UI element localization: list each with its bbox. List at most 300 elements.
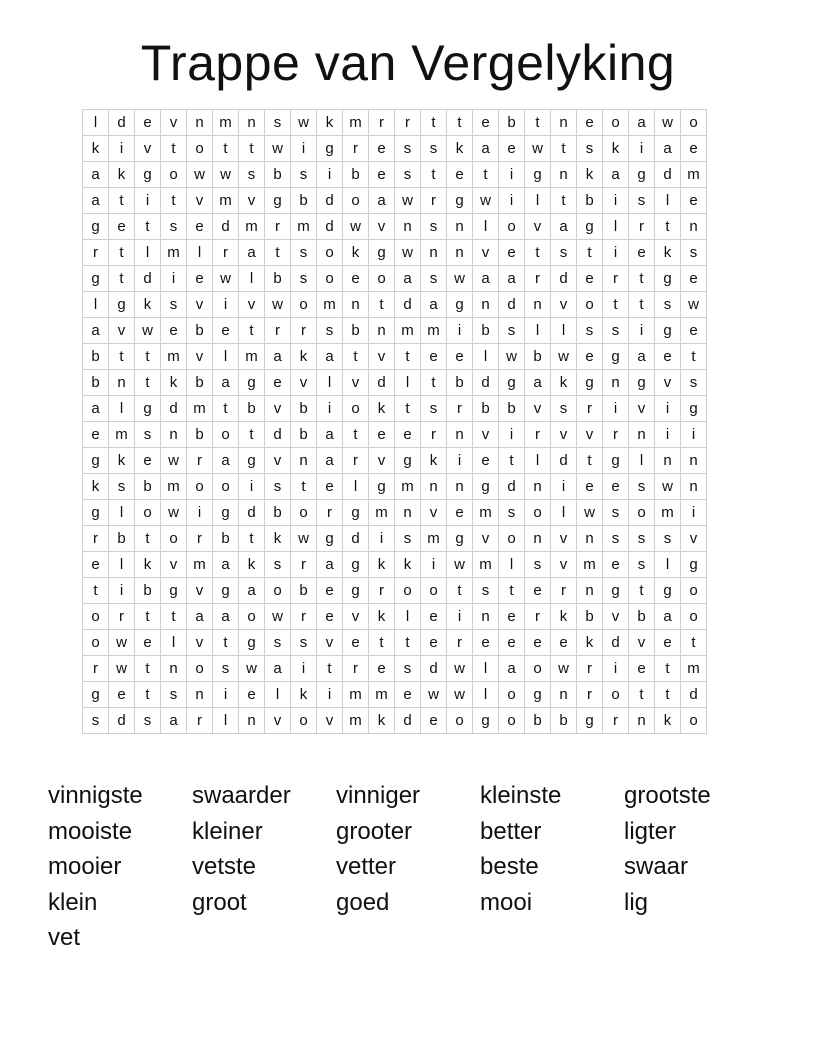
- grid-cell[interactable]: s: [317, 318, 343, 344]
- grid-cell[interactable]: w: [161, 500, 187, 526]
- grid-cell[interactable]: g: [603, 344, 629, 370]
- grid-cell[interactable]: e: [473, 110, 499, 136]
- grid-cell[interactable]: a: [473, 136, 499, 162]
- grid-cell[interactable]: a: [83, 396, 109, 422]
- grid-cell[interactable]: i: [447, 318, 473, 344]
- grid-cell[interactable]: w: [551, 656, 577, 682]
- grid-cell[interactable]: v: [551, 552, 577, 578]
- grid-cell[interactable]: r: [525, 422, 551, 448]
- grid-cell[interactable]: n: [603, 370, 629, 396]
- grid-cell[interactable]: m: [369, 682, 395, 708]
- grid-cell[interactable]: e: [343, 266, 369, 292]
- grid-cell[interactable]: i: [681, 500, 707, 526]
- grid-cell[interactable]: i: [317, 682, 343, 708]
- grid-cell[interactable]: g: [369, 474, 395, 500]
- grid-cell[interactable]: i: [603, 396, 629, 422]
- grid-cell[interactable]: b: [291, 578, 317, 604]
- grid-cell[interactable]: o: [291, 708, 317, 734]
- grid-cell[interactable]: v: [421, 500, 447, 526]
- grid-cell[interactable]: o: [161, 526, 187, 552]
- grid-cell[interactable]: l: [473, 682, 499, 708]
- grid-cell[interactable]: e: [161, 318, 187, 344]
- grid-cell[interactable]: b: [525, 708, 551, 734]
- grid-cell[interactable]: l: [213, 708, 239, 734]
- grid-cell[interactable]: t: [681, 344, 707, 370]
- grid-cell[interactable]: k: [577, 162, 603, 188]
- grid-cell[interactable]: e: [83, 422, 109, 448]
- grid-cell[interactable]: n: [473, 292, 499, 318]
- grid-cell[interactable]: a: [213, 370, 239, 396]
- grid-cell[interactable]: w: [343, 214, 369, 240]
- grid-cell[interactable]: w: [265, 136, 291, 162]
- grid-cell[interactable]: i: [629, 318, 655, 344]
- grid-cell[interactable]: g: [525, 682, 551, 708]
- grid-cell[interactable]: o: [525, 500, 551, 526]
- grid-cell[interactable]: t: [135, 344, 161, 370]
- grid-cell[interactable]: r: [525, 604, 551, 630]
- grid-cell[interactable]: e: [239, 682, 265, 708]
- grid-cell[interactable]: r: [291, 318, 317, 344]
- grid-cell[interactable]: b: [291, 422, 317, 448]
- grid-cell[interactable]: w: [681, 292, 707, 318]
- grid-cell[interactable]: a: [655, 136, 681, 162]
- grid-cell[interactable]: n: [109, 370, 135, 396]
- grid-cell[interactable]: n: [681, 448, 707, 474]
- grid-cell[interactable]: g: [447, 188, 473, 214]
- grid-cell[interactable]: v: [187, 578, 213, 604]
- grid-cell[interactable]: v: [265, 396, 291, 422]
- grid-cell[interactable]: l: [239, 266, 265, 292]
- grid-cell[interactable]: e: [681, 188, 707, 214]
- grid-cell[interactable]: m: [343, 682, 369, 708]
- grid-cell[interactable]: i: [629, 136, 655, 162]
- grid-cell[interactable]: t: [655, 656, 681, 682]
- grid-cell[interactable]: n: [681, 214, 707, 240]
- grid-cell[interactable]: o: [83, 604, 109, 630]
- grid-cell[interactable]: b: [525, 344, 551, 370]
- grid-cell[interactable]: e: [447, 500, 473, 526]
- grid-cell[interactable]: a: [317, 422, 343, 448]
- grid-cell[interactable]: r: [447, 630, 473, 656]
- grid-cell[interactable]: o: [317, 266, 343, 292]
- grid-cell[interactable]: v: [629, 396, 655, 422]
- grid-cell[interactable]: k: [603, 136, 629, 162]
- grid-cell[interactable]: t: [291, 474, 317, 500]
- grid-cell[interactable]: k: [577, 630, 603, 656]
- grid-cell[interactable]: b: [135, 474, 161, 500]
- grid-cell[interactable]: d: [109, 110, 135, 136]
- grid-cell[interactable]: n: [447, 240, 473, 266]
- grid-cell[interactable]: o: [525, 656, 551, 682]
- grid-cell[interactable]: l: [525, 318, 551, 344]
- grid-cell[interactable]: r: [109, 604, 135, 630]
- grid-cell[interactable]: b: [499, 396, 525, 422]
- grid-cell[interactable]: a: [187, 604, 213, 630]
- grid-cell[interactable]: i: [499, 188, 525, 214]
- grid-cell[interactable]: e: [317, 474, 343, 500]
- grid-cell[interactable]: r: [83, 240, 109, 266]
- grid-cell[interactable]: b: [187, 370, 213, 396]
- grid-cell[interactable]: l: [525, 448, 551, 474]
- grid-cell[interactable]: t: [135, 370, 161, 396]
- grid-cell[interactable]: e: [187, 266, 213, 292]
- grid-cell[interactable]: g: [629, 370, 655, 396]
- grid-cell[interactable]: r: [603, 708, 629, 734]
- grid-cell[interactable]: k: [291, 344, 317, 370]
- grid-cell[interactable]: k: [135, 292, 161, 318]
- grid-cell[interactable]: s: [551, 396, 577, 422]
- grid-cell[interactable]: n: [577, 526, 603, 552]
- grid-cell[interactable]: w: [135, 318, 161, 344]
- grid-cell[interactable]: n: [239, 110, 265, 136]
- grid-cell[interactable]: s: [499, 500, 525, 526]
- grid-cell[interactable]: m: [395, 474, 421, 500]
- grid-cell[interactable]: e: [109, 682, 135, 708]
- grid-cell[interactable]: g: [473, 708, 499, 734]
- grid-cell[interactable]: v: [629, 630, 655, 656]
- grid-cell[interactable]: m: [577, 552, 603, 578]
- grid-cell[interactable]: a: [629, 344, 655, 370]
- grid-cell[interactable]: d: [421, 656, 447, 682]
- grid-cell[interactable]: s: [473, 578, 499, 604]
- grid-cell[interactable]: r: [629, 214, 655, 240]
- grid-cell[interactable]: a: [83, 188, 109, 214]
- grid-cell[interactable]: a: [369, 188, 395, 214]
- grid-cell[interactable]: r: [395, 110, 421, 136]
- grid-cell[interactable]: t: [369, 292, 395, 318]
- grid-cell[interactable]: t: [109, 240, 135, 266]
- grid-cell[interactable]: m: [239, 214, 265, 240]
- grid-cell[interactable]: g: [135, 396, 161, 422]
- grid-cell[interactable]: d: [473, 370, 499, 396]
- grid-cell[interactable]: s: [629, 188, 655, 214]
- grid-cell[interactable]: e: [343, 630, 369, 656]
- grid-cell[interactable]: g: [655, 578, 681, 604]
- grid-cell[interactable]: k: [109, 162, 135, 188]
- grid-cell[interactable]: e: [681, 318, 707, 344]
- grid-cell[interactable]: s: [629, 552, 655, 578]
- grid-cell[interactable]: w: [525, 136, 551, 162]
- grid-cell[interactable]: r: [577, 396, 603, 422]
- grid-cell[interactable]: r: [187, 708, 213, 734]
- grid-cell[interactable]: r: [343, 448, 369, 474]
- grid-cell[interactable]: d: [161, 396, 187, 422]
- grid-cell[interactable]: e: [317, 578, 343, 604]
- grid-cell[interactable]: k: [421, 448, 447, 474]
- grid-cell[interactable]: t: [395, 630, 421, 656]
- grid-cell[interactable]: t: [135, 682, 161, 708]
- grid-cell[interactable]: t: [135, 656, 161, 682]
- grid-cell[interactable]: t: [239, 136, 265, 162]
- grid-cell[interactable]: w: [395, 188, 421, 214]
- grid-cell[interactable]: v: [551, 292, 577, 318]
- grid-cell[interactable]: b: [109, 526, 135, 552]
- grid-cell[interactable]: k: [447, 136, 473, 162]
- grid-cell[interactable]: s: [421, 266, 447, 292]
- grid-cell[interactable]: r: [265, 318, 291, 344]
- grid-cell[interactable]: g: [343, 500, 369, 526]
- grid-cell[interactable]: i: [499, 422, 525, 448]
- grid-cell[interactable]: s: [577, 136, 603, 162]
- grid-cell[interactable]: s: [395, 136, 421, 162]
- grid-cell[interactable]: w: [291, 526, 317, 552]
- grid-cell[interactable]: e: [681, 266, 707, 292]
- grid-cell[interactable]: r: [187, 448, 213, 474]
- grid-cell[interactable]: l: [395, 370, 421, 396]
- grid-cell[interactable]: t: [395, 344, 421, 370]
- grid-cell[interactable]: t: [447, 578, 473, 604]
- grid-cell[interactable]: b: [551, 708, 577, 734]
- grid-cell[interactable]: s: [395, 656, 421, 682]
- grid-cell[interactable]: k: [655, 708, 681, 734]
- grid-cell[interactable]: e: [395, 422, 421, 448]
- grid-cell[interactable]: v: [603, 604, 629, 630]
- grid-cell[interactable]: s: [161, 214, 187, 240]
- grid-cell[interactable]: e: [577, 344, 603, 370]
- grid-cell[interactable]: r: [343, 656, 369, 682]
- grid-cell[interactable]: l: [629, 448, 655, 474]
- grid-cell[interactable]: g: [83, 214, 109, 240]
- grid-cell[interactable]: w: [265, 292, 291, 318]
- grid-cell[interactable]: a: [317, 344, 343, 370]
- grid-cell[interactable]: a: [473, 266, 499, 292]
- grid-cell[interactable]: n: [395, 500, 421, 526]
- grid-cell[interactable]: w: [655, 110, 681, 136]
- grid-cell[interactable]: d: [681, 682, 707, 708]
- grid-cell[interactable]: l: [395, 604, 421, 630]
- grid-cell[interactable]: o: [421, 578, 447, 604]
- grid-cell[interactable]: v: [525, 396, 551, 422]
- grid-cell[interactable]: d: [213, 214, 239, 240]
- grid-cell[interactable]: o: [681, 708, 707, 734]
- grid-cell[interactable]: m: [161, 240, 187, 266]
- grid-cell[interactable]: w: [187, 162, 213, 188]
- grid-cell[interactable]: e: [395, 682, 421, 708]
- grid-cell[interactable]: m: [343, 708, 369, 734]
- grid-cell[interactable]: e: [135, 448, 161, 474]
- grid-cell[interactable]: m: [421, 318, 447, 344]
- grid-cell[interactable]: e: [447, 162, 473, 188]
- grid-cell[interactable]: n: [161, 422, 187, 448]
- grid-cell[interactable]: w: [265, 604, 291, 630]
- grid-cell[interactable]: i: [317, 396, 343, 422]
- grid-cell[interactable]: n: [187, 110, 213, 136]
- grid-cell[interactable]: i: [369, 526, 395, 552]
- grid-cell[interactable]: n: [447, 214, 473, 240]
- grid-cell[interactable]: i: [291, 136, 317, 162]
- grid-cell[interactable]: n: [525, 292, 551, 318]
- grid-cell[interactable]: g: [603, 448, 629, 474]
- grid-cell[interactable]: s: [291, 266, 317, 292]
- grid-cell[interactable]: n: [187, 682, 213, 708]
- grid-cell[interactable]: a: [161, 708, 187, 734]
- grid-cell[interactable]: s: [265, 474, 291, 500]
- grid-cell[interactable]: g: [239, 630, 265, 656]
- grid-cell[interactable]: d: [317, 188, 343, 214]
- grid-cell[interactable]: t: [473, 162, 499, 188]
- grid-cell[interactable]: v: [265, 708, 291, 734]
- grid-cell[interactable]: t: [161, 136, 187, 162]
- grid-cell[interactable]: l: [83, 110, 109, 136]
- grid-cell[interactable]: k: [369, 552, 395, 578]
- grid-cell[interactable]: l: [109, 552, 135, 578]
- grid-cell[interactable]: v: [369, 214, 395, 240]
- grid-cell[interactable]: l: [83, 292, 109, 318]
- grid-cell[interactable]: v: [317, 630, 343, 656]
- grid-cell[interactable]: i: [681, 422, 707, 448]
- grid-cell[interactable]: t: [369, 630, 395, 656]
- grid-cell[interactable]: b: [135, 578, 161, 604]
- grid-cell[interactable]: l: [109, 396, 135, 422]
- grid-cell[interactable]: w: [447, 266, 473, 292]
- grid-cell[interactable]: t: [213, 396, 239, 422]
- grid-cell[interactable]: m: [473, 552, 499, 578]
- grid-cell[interactable]: o: [369, 266, 395, 292]
- grid-cell[interactable]: o: [681, 604, 707, 630]
- grid-cell[interactable]: v: [187, 344, 213, 370]
- grid-cell[interactable]: b: [83, 344, 109, 370]
- grid-cell[interactable]: k: [369, 708, 395, 734]
- grid-cell[interactable]: w: [239, 656, 265, 682]
- grid-cell[interactable]: l: [343, 474, 369, 500]
- grid-cell[interactable]: e: [499, 240, 525, 266]
- grid-cell[interactable]: o: [213, 422, 239, 448]
- grid-cell[interactable]: w: [421, 682, 447, 708]
- grid-cell[interactable]: d: [395, 708, 421, 734]
- grid-cell[interactable]: m: [239, 344, 265, 370]
- grid-cell[interactable]: b: [187, 318, 213, 344]
- grid-cell[interactable]: o: [577, 292, 603, 318]
- grid-cell[interactable]: v: [577, 422, 603, 448]
- grid-cell[interactable]: t: [83, 578, 109, 604]
- grid-cell[interactable]: g: [83, 500, 109, 526]
- grid-cell[interactable]: v: [343, 604, 369, 630]
- grid-cell[interactable]: e: [473, 630, 499, 656]
- grid-cell[interactable]: g: [83, 682, 109, 708]
- grid-cell[interactable]: e: [135, 110, 161, 136]
- grid-cell[interactable]: t: [317, 656, 343, 682]
- grid-cell[interactable]: s: [83, 708, 109, 734]
- grid-cell[interactable]: v: [551, 526, 577, 552]
- grid-cell[interactable]: o: [291, 292, 317, 318]
- grid-cell[interactable]: m: [369, 500, 395, 526]
- grid-cell[interactable]: d: [395, 292, 421, 318]
- grid-cell[interactable]: s: [681, 240, 707, 266]
- grid-cell[interactable]: r: [291, 552, 317, 578]
- grid-cell[interactable]: b: [213, 526, 239, 552]
- grid-cell[interactable]: s: [109, 474, 135, 500]
- grid-cell[interactable]: v: [655, 370, 681, 396]
- grid-cell[interactable]: n: [447, 474, 473, 500]
- grid-cell[interactable]: e: [421, 344, 447, 370]
- grid-cell[interactable]: r: [577, 682, 603, 708]
- grid-cell[interactable]: m: [291, 214, 317, 240]
- grid-cell[interactable]: i: [213, 682, 239, 708]
- grid-cell[interactable]: b: [577, 188, 603, 214]
- grid-cell[interactable]: k: [265, 526, 291, 552]
- grid-cell[interactable]: i: [239, 474, 265, 500]
- grid-cell[interactable]: g: [343, 552, 369, 578]
- grid-cell[interactable]: l: [473, 344, 499, 370]
- grid-cell[interactable]: v: [343, 370, 369, 396]
- grid-cell[interactable]: w: [109, 630, 135, 656]
- grid-cell[interactable]: i: [603, 240, 629, 266]
- grid-cell[interactable]: d: [603, 630, 629, 656]
- grid-cell[interactable]: r: [83, 526, 109, 552]
- grid-cell[interactable]: w: [213, 266, 239, 292]
- grid-cell[interactable]: o: [499, 708, 525, 734]
- grid-cell[interactable]: e: [629, 240, 655, 266]
- grid-cell[interactable]: s: [629, 474, 655, 500]
- grid-cell[interactable]: v: [239, 292, 265, 318]
- grid-cell[interactable]: m: [213, 188, 239, 214]
- grid-cell[interactable]: a: [629, 110, 655, 136]
- grid-cell[interactable]: b: [577, 604, 603, 630]
- grid-cell[interactable]: t: [239, 526, 265, 552]
- grid-cell[interactable]: s: [681, 370, 707, 396]
- grid-cell[interactable]: k: [291, 682, 317, 708]
- grid-cell[interactable]: e: [577, 110, 603, 136]
- grid-cell[interactable]: t: [135, 214, 161, 240]
- grid-cell[interactable]: t: [109, 266, 135, 292]
- grid-cell[interactable]: a: [603, 162, 629, 188]
- grid-cell[interactable]: v: [161, 552, 187, 578]
- grid-cell[interactable]: a: [525, 370, 551, 396]
- grid-cell[interactable]: m: [213, 110, 239, 136]
- grid-cell[interactable]: t: [343, 422, 369, 448]
- grid-cell[interactable]: w: [551, 344, 577, 370]
- grid-cell[interactable]: b: [265, 500, 291, 526]
- grid-cell[interactable]: t: [109, 188, 135, 214]
- grid-cell[interactable]: k: [317, 110, 343, 136]
- grid-cell[interactable]: o: [629, 500, 655, 526]
- grid-cell[interactable]: w: [577, 500, 603, 526]
- grid-cell[interactable]: i: [161, 266, 187, 292]
- grid-cell[interactable]: l: [655, 188, 681, 214]
- grid-cell[interactable]: k: [369, 396, 395, 422]
- grid-cell[interactable]: l: [161, 630, 187, 656]
- grid-cell[interactable]: s: [421, 396, 447, 422]
- grid-cell[interactable]: a: [551, 214, 577, 240]
- grid-cell[interactable]: g: [473, 474, 499, 500]
- grid-cell[interactable]: l: [473, 656, 499, 682]
- grid-cell[interactable]: s: [395, 162, 421, 188]
- grid-cell[interactable]: e: [369, 136, 395, 162]
- grid-cell[interactable]: i: [109, 136, 135, 162]
- grid-cell[interactable]: l: [473, 214, 499, 240]
- grid-cell[interactable]: b: [473, 396, 499, 422]
- grid-cell[interactable]: t: [577, 240, 603, 266]
- grid-cell[interactable]: w: [395, 240, 421, 266]
- grid-cell[interactable]: g: [655, 266, 681, 292]
- grid-cell[interactable]: e: [83, 552, 109, 578]
- grid-cell[interactable]: e: [525, 630, 551, 656]
- grid-cell[interactable]: a: [265, 344, 291, 370]
- grid-cell[interactable]: r: [421, 188, 447, 214]
- grid-cell[interactable]: b: [499, 110, 525, 136]
- grid-cell[interactable]: n: [551, 682, 577, 708]
- grid-cell[interactable]: m: [187, 396, 213, 422]
- grid-cell[interactable]: e: [603, 474, 629, 500]
- grid-cell[interactable]: g: [681, 396, 707, 422]
- grid-cell[interactable]: g: [239, 448, 265, 474]
- grid-cell[interactable]: d: [499, 474, 525, 500]
- grid-cell[interactable]: s: [603, 526, 629, 552]
- grid-cell[interactable]: n: [681, 474, 707, 500]
- grid-cell[interactable]: v: [317, 708, 343, 734]
- grid-cell[interactable]: g: [135, 162, 161, 188]
- grid-cell[interactable]: o: [265, 578, 291, 604]
